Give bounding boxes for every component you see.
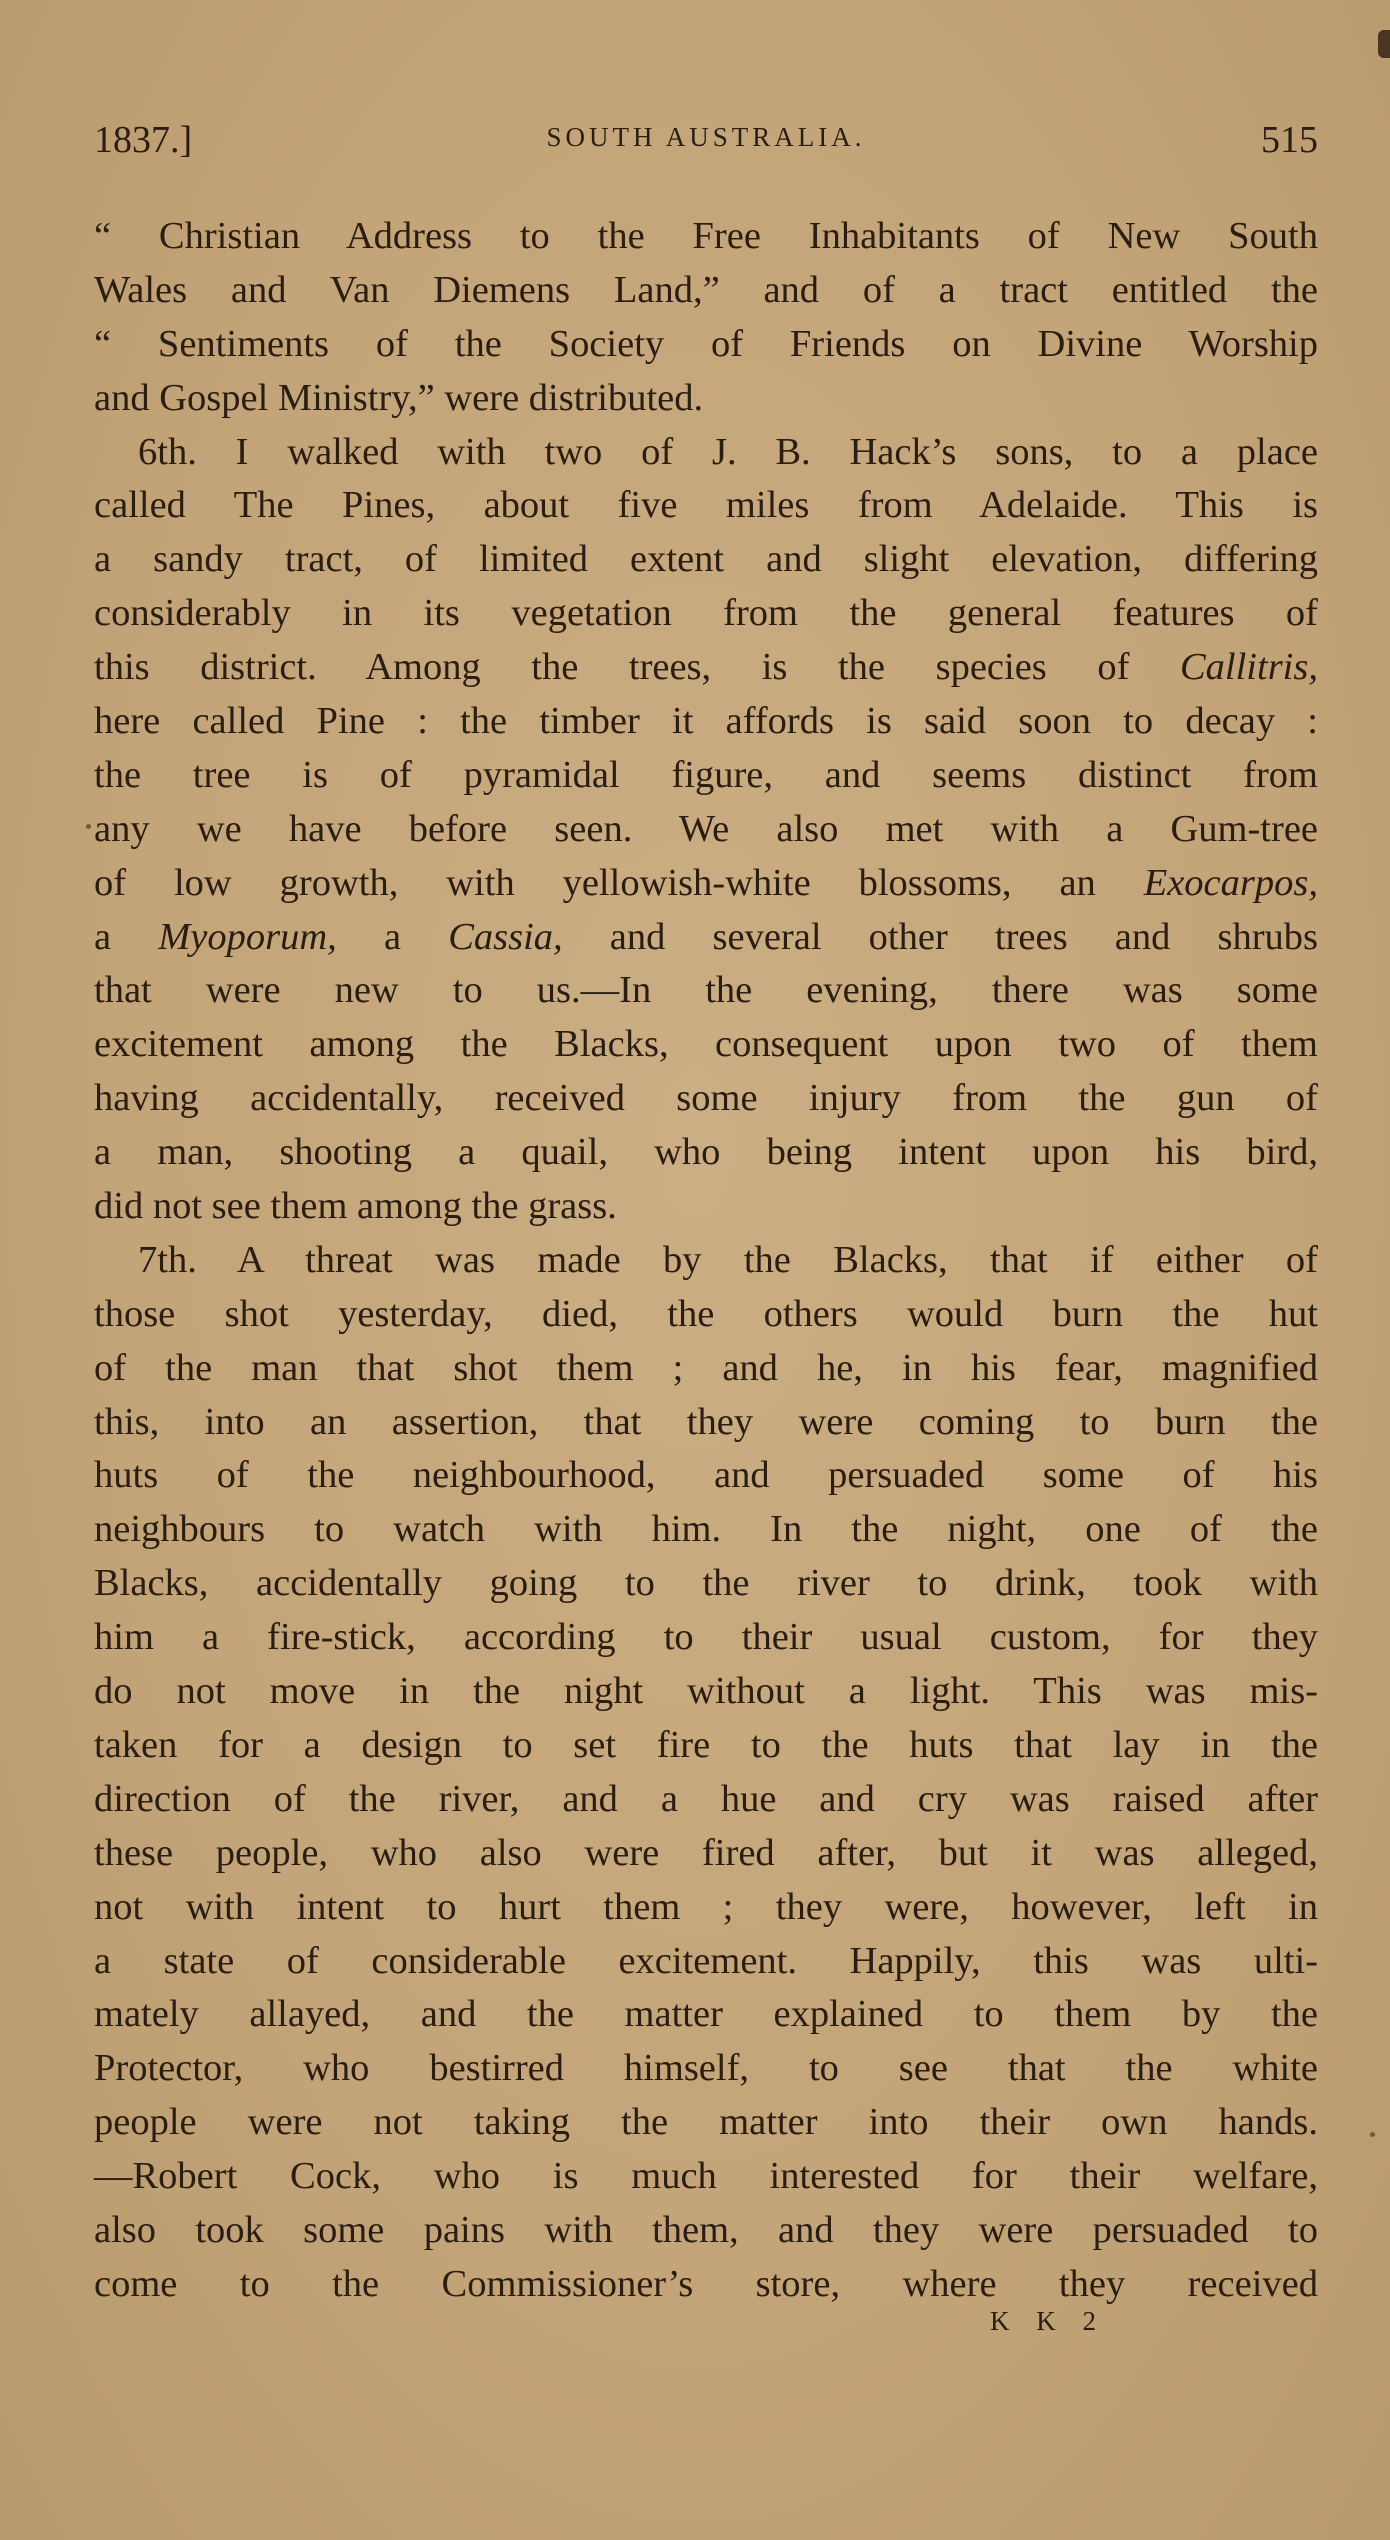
text-line: this, into an assertion, that they were coming to burn the xyxy=(94,1400,1318,1443)
text-line: not with intent to hurt them ; they were, however, left in xyxy=(94,1885,1318,1928)
text-line: 7th. A threat was made by the Blacks, that if either of xyxy=(138,1238,1318,1281)
text-line: come to the Commissioner’s store, where they received xyxy=(94,2262,1318,2305)
page-number: 515 xyxy=(1261,119,1318,161)
text-line: a sandy tract, of limited extent and slight elevation, differing xyxy=(94,538,1318,581)
text-line: a man, shooting a quail, who being intent upon his bird, xyxy=(94,1131,1318,1174)
header-year: 1837.] xyxy=(94,119,193,161)
text-line: having accidentally, received some injury from the gun of xyxy=(94,1077,1318,1120)
text-line: huts of the neighbourhood, and persuaded some of his xyxy=(94,1454,1318,1497)
text-line: Blacks, accidentally going to the river to drink, took with xyxy=(94,1562,1318,1605)
header-title: SOUTH AUSTRALIA. xyxy=(546,122,866,152)
text-line: “ Sentiments of the Society of Friends on Divine Worship xyxy=(94,322,1318,365)
text-line: —Robert Cock, who is much interested for their welfare, xyxy=(94,2155,1318,2198)
text-line: him a fire-stick, according to their usual custom, for they xyxy=(94,1616,1318,1659)
text-line: excitement among the Blacks, consequent upon two of them xyxy=(94,1023,1318,1066)
text-line: “ Christian Address to the Free Inhabitants of New South xyxy=(94,215,1318,257)
text-line: mately allayed, and the matter explained to them by the xyxy=(94,1993,1318,2036)
text-line: a state of considerable excitement. Happily, this was ulti- xyxy=(94,1939,1318,1982)
running-header xyxy=(94,118,1318,168)
italic-term: Exocarpos, xyxy=(1143,861,1318,904)
text-line: called The Pines, about five miles from Adelaide. This is xyxy=(94,484,1318,527)
text-line: considerably in its vegetation from the general features of xyxy=(94,592,1318,635)
signature-mark: K K 2 xyxy=(990,2306,1106,2336)
text-line: also took some pains with them, and they were persuaded to xyxy=(94,2208,1318,2251)
italic-term: Myoporum, xyxy=(158,915,337,958)
text-line: taken for a design to set fire to the huts that lay in the xyxy=(94,1723,1318,1766)
text-line: did not see them among the grass. xyxy=(94,1185,617,1228)
text-line: the tree is of pyramidal figure, and seems distinct from xyxy=(94,753,1318,796)
text-line: do not move in the night without a light. This was mis- xyxy=(94,1670,1318,1713)
text-line: this district. Among the trees, is the species of Callitris, xyxy=(94,646,1318,689)
text-line: 6th. I walked with two of J. B. Hack’s sons, to a place xyxy=(138,430,1318,473)
italic-term: Callitris, xyxy=(1179,646,1318,689)
text-line: Wales and Van Diemens Land,” and of a tract entitled the xyxy=(94,268,1318,311)
italic-term: Cassia, xyxy=(448,915,563,958)
text-line: direction of the river, and a hue and cry was raised after xyxy=(94,1777,1318,1820)
margin-speck xyxy=(1370,2132,1375,2137)
text-line: neighbours to watch with him. In the night, one of the xyxy=(94,1508,1318,1551)
text-line: and Gospel Ministry,” were distributed. xyxy=(94,376,704,419)
text-line: those shot yesterday, died, the others would burn the hut xyxy=(94,1292,1318,1335)
text-line: here called Pine : the timber it affords is said soon to decay : xyxy=(94,700,1318,743)
text-line: Protector, who bestirred himself, to see that the white xyxy=(94,2047,1318,2090)
text-line: any we have before seen. We also met with a Gum-tree xyxy=(94,807,1318,850)
body-text xyxy=(94,210,1318,2312)
text-line: of low growth, with yellowish-white blossoms, an Exocarpos, xyxy=(94,861,1318,904)
text-line: people were not taking the matter into their own hands. xyxy=(94,2101,1318,2144)
text-line: a Myoporum, a Cassia, and several other trees and shrubs xyxy=(94,915,1318,958)
text-line: these people, who also were fired after, but it was alleged, xyxy=(94,1831,1318,1874)
corner-mark xyxy=(1378,30,1390,58)
margin-speck xyxy=(86,824,91,829)
text-line: of the man that shot them ; and he, in his fear, magnified xyxy=(94,1346,1318,1389)
text-line: that were new to us.—In the evening, there was some xyxy=(94,969,1318,1012)
